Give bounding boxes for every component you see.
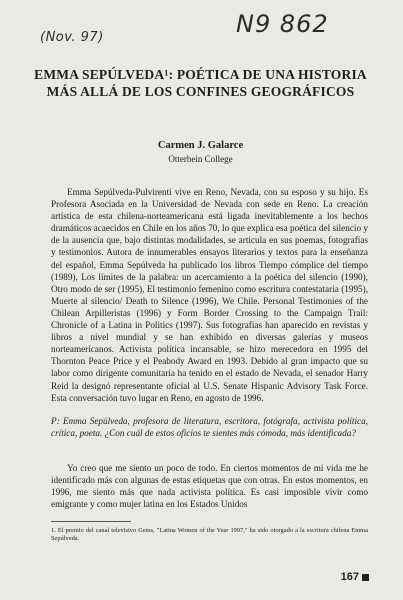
article-title: [28, 66, 373, 100]
interview-answer: Yo creo que me siento un poco de todo. En ciertos momentos de mi vida me he identificado más con algunas de estas etiquetas que con otras. En estos momentos, en 1996, me siento más que nada activista política. Es casi imposible vivir como emigrante y como mujer latina en los Estados Unidos: [51, 463, 368, 510]
handwritten-catalog-number: N9 862: [236, 10, 329, 38]
page-marker-square: [362, 574, 369, 581]
footnote: 1. El premio del canal televisivo Gems, "Latina Women of the Year 1997," ha sido otorgado a la escritora chilena Emma Sepúlveda.: [51, 527, 368, 542]
intro-paragraph: Emma Sepúlveda-Pulvirenti vive en Reno, Nevada, con su esposo y su hijo. Es Profesora Asociada en la Universidad de Nevada con sede en Reno. La creación artística de esta chilena-norteamericana está ligada inevitablemente a los hechos dramáticos acaecidos en Chile en los años 70, lo que explica esa poética del silencio y de la ausencia que, bajo distintas modalidades, se articula en sus poemas, fotografías y testimonios. Autora de innumerables ensayos literarios y textos para la enseñanza del español, Emma Sepúlveda ha publicado los libros Tiempo cómplice del tiempo (1989), Los límites de la palabra: un acercamiento a la poética del silencio (1990), Otro modo de ser (1995), El testimonio femenino como escritura contestataria (1995), Muerte al silencio/ Death to Silence (1996), We Chile. Personal Testimonies of the Chilean Arpilleristas (1996) y Form Border Crossing to the Campaign Trail: Chronicle of a Latina in Politics (1997). Sus fotografías han aparecido en revistas y libros a nivel mundial y se han exhibido en diversas galerías y museos norteamericanos. Activista política incansable, se hizo merecedora en 1995 del Thornton Peace Price y el Peabody Award en 1993. Debido al gran impacto que su labor como dirigente comunitaria ha tenido en el estado de Nevada, el senador Harry Reid la designó representante oficial al U.S. Senate Hispanic Advisory Task Force. Esta conversación tuvo lugar en Reno, en agosto de 1996.: [51, 187, 368, 403]
handwritten-date-note: (Nov. 97): [40, 30, 104, 45]
author-affiliation: Otterbein College: [168, 154, 233, 164]
author-name: Carmen J. Galarce: [157, 140, 244, 151]
interview-question: P: Emma Sepúlveda, profesora de literatura, escritora, fotógrafa, activista política, crítica, poeta. ¿Con cuál de estos oficios te sientes más cómoda, más identificada?: [51, 416, 368, 439]
title-line-2: MÁS ALLÁ DE LOS CONFINES GEOGRÁFICOS: [46, 84, 355, 99]
footnote-divider: [51, 521, 131, 522]
page-number-text: 167: [340, 571, 359, 583]
page-number: [341, 571, 369, 583]
title-line-1: EMMA SEPÚLVEDA¹: POÉTICA DE UNA HISTORIA: [34, 67, 367, 82]
